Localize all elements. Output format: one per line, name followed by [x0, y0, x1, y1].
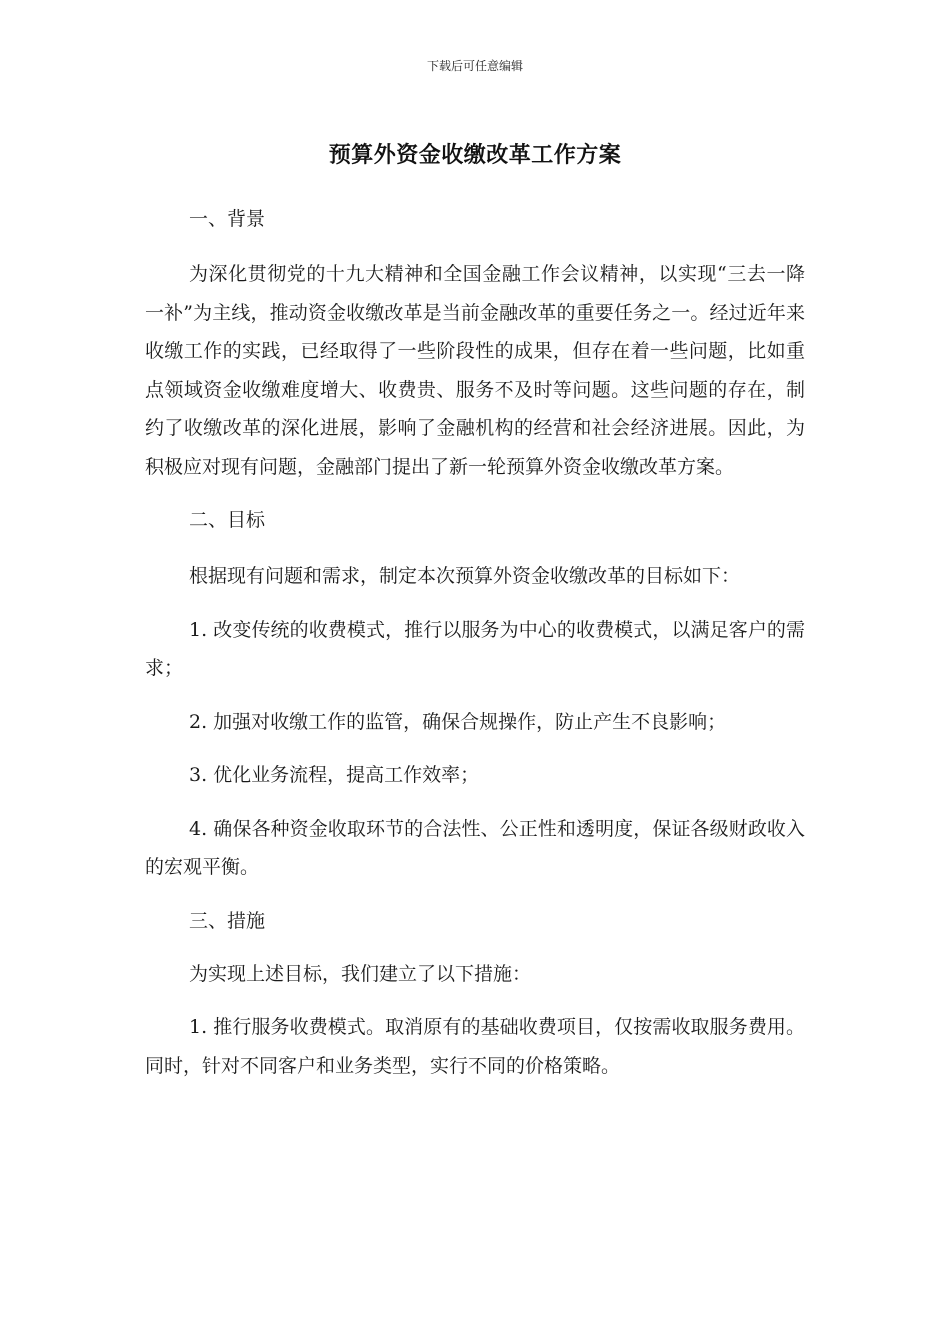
- goal-item-1: 1. 改变传统的收费模式，推行以服务为中心的收费模式，以满足客户的需求；: [145, 618, 805, 679]
- measure-item-1: 1. 推行服务收费模式。取消原有的基础收费项目，仅按需收取服务费用。同时，针对不同客户和业务类型，实行不同的价格策略。: [145, 1016, 805, 1077]
- measures-intro: 为实现上述目标，我们建立了以下措施：: [189, 962, 532, 985]
- goals-intro: 根据现有问题和需求，制定本次预算外资金收缴改革的目标如下：: [189, 565, 741, 587]
- section-heading-background: 一、背景: [189, 208, 266, 230]
- goal-item-4: 4. 确保各种资金收取环节的合法性、公正性和透明度，保证各级财政收入的宏观平衡。: [145, 817, 805, 878]
- goal-item-2: 2. 加强对收缴工作的监管，确保合规操作，防止产生不良影响；: [189, 710, 727, 733]
- background-paragraph: 为深化贯彻党的十九大精神和全国金融工作会议精神，以实现“三去一降一补”为主线，推动资金收缴改革是当前金融改革的重要任务之一。经过近年来收缴工作的实践，已经取得了一些阶段性的成果，但存在着一些问题，比如重点领域资金收缴难度增大、收费贵、服务不及时等问题。这些问题的存在，制约了收缴改革的深化进展，影响了金融机构的经营和社会经济进展。因此，为积极应对现有问题，金融部门提出了新一轮预算外资金收缴改革方案。: [145, 263, 805, 478]
- goal-item-3: 3. 优化业务流程，提高工作效率；: [189, 764, 480, 786]
- header-note: 下载后可任意编辑: [426, 59, 523, 73]
- document-title: 预算外资金收缴改革工作方案: [328, 143, 622, 168]
- section-heading-measures: 三、措施: [189, 909, 266, 932]
- section-heading-goals: 二、目标: [189, 509, 266, 531]
- document-body: [145, 200, 805, 1085]
